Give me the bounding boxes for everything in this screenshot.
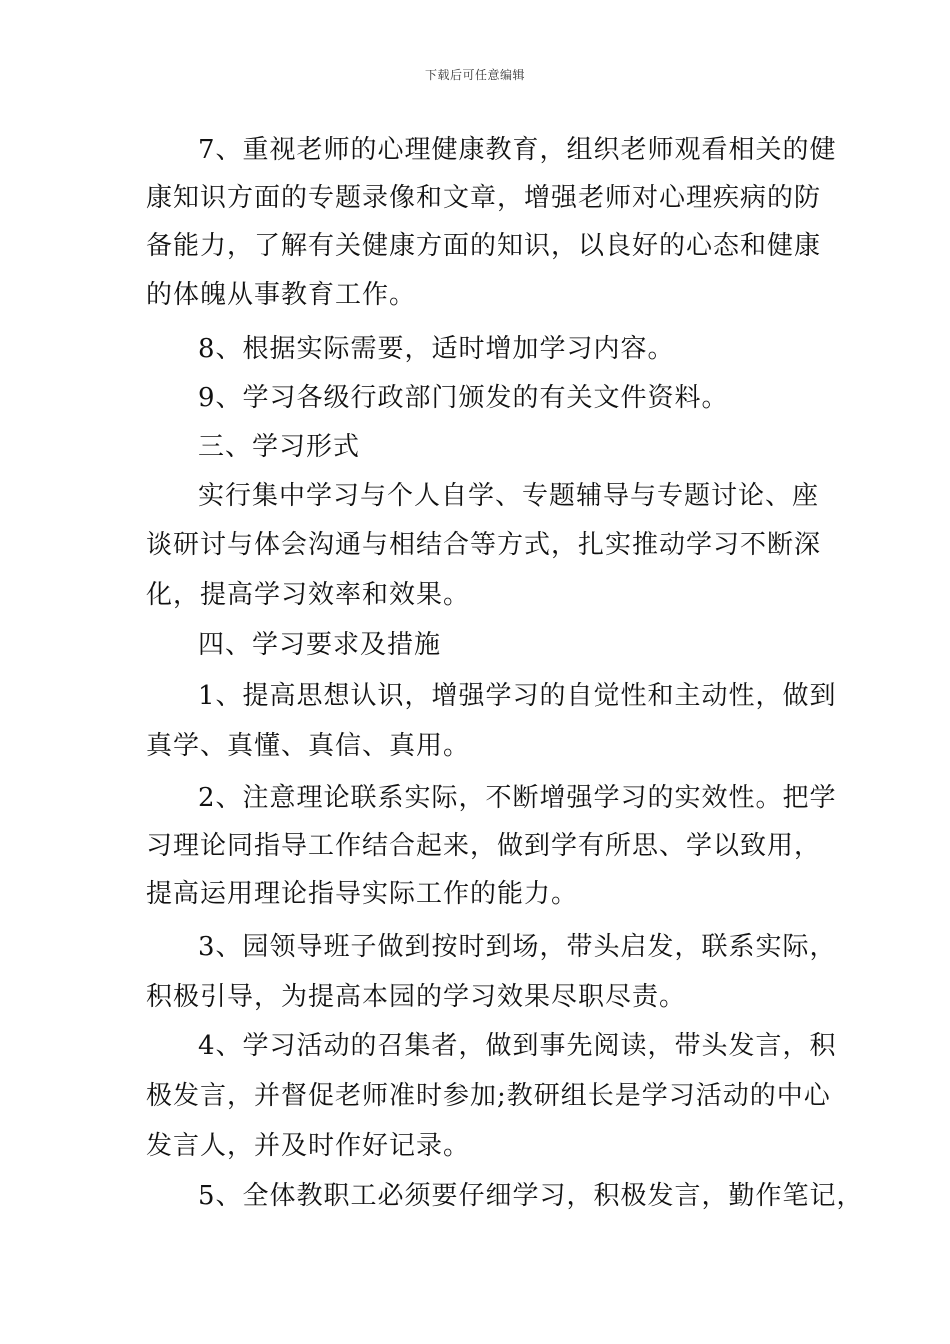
text-line: 备能力，了解有关健康方面的知识，以良好的心态和健康	[146, 231, 822, 261]
text-line: 极发言，并督促老师准时参加;教研组长是学习活动的中心	[146, 1081, 831, 1111]
text-line: 真学、真懂、真信、真用。	[146, 731, 471, 761]
text-line: 7、重视老师的心理健康教育，组织老师观看相关的健	[198, 135, 837, 165]
text-line: 9、学习各级行政部门颁发的有关文件资料。	[198, 383, 729, 413]
section-heading: 四、学习要求及措施	[198, 630, 442, 660]
text-line: 8、根据实际需要，适时增加学习内容。	[198, 334, 675, 364]
section-heading: 三、学习形式	[198, 432, 361, 462]
text-line: 2、注意理论联系实际，不断增强学习的实效性。把学	[198, 783, 837, 813]
text-line: 谈研讨与体会沟通与相结合等方式，扎实推动学习不断深	[146, 530, 822, 560]
text-line: 1、提高思想认识，增强学习的自觉性和主动性，做到	[198, 681, 837, 711]
text-line: 4、学习活动的召集者，做到事先阅读，带头发言，积	[198, 1031, 837, 1061]
text-line: 实行集中学习与个人自学、专题辅导与专题讨论、座	[198, 481, 820, 511]
text-line: 3、园领导班子做到按时到场，带头启发，联系实际，	[198, 932, 837, 962]
text-line: 积极引导，为提高本园的学习效果尽职尽责。	[146, 982, 687, 1012]
text-line: 提高运用理论指导实际工作的能力。	[146, 879, 579, 909]
text-line: 发言人，并及时作好记录。	[146, 1131, 471, 1161]
text-line: 5、全体教职工必须要仔细学习，积极发言，勤作笔记，	[198, 1181, 864, 1211]
page-header: 下载后可任意编辑	[424, 68, 525, 82]
text-line: 康知识方面的专题录像和文章，增强老师对心理疾病的防	[146, 183, 822, 213]
text-line: 化，提高学习效率和效果。	[146, 580, 471, 610]
text-line: 习理论同指导工作结合起来，做到学有所思、学以致用，	[146, 831, 822, 861]
text-line: 的体魄从事教育工作。	[146, 280, 417, 310]
